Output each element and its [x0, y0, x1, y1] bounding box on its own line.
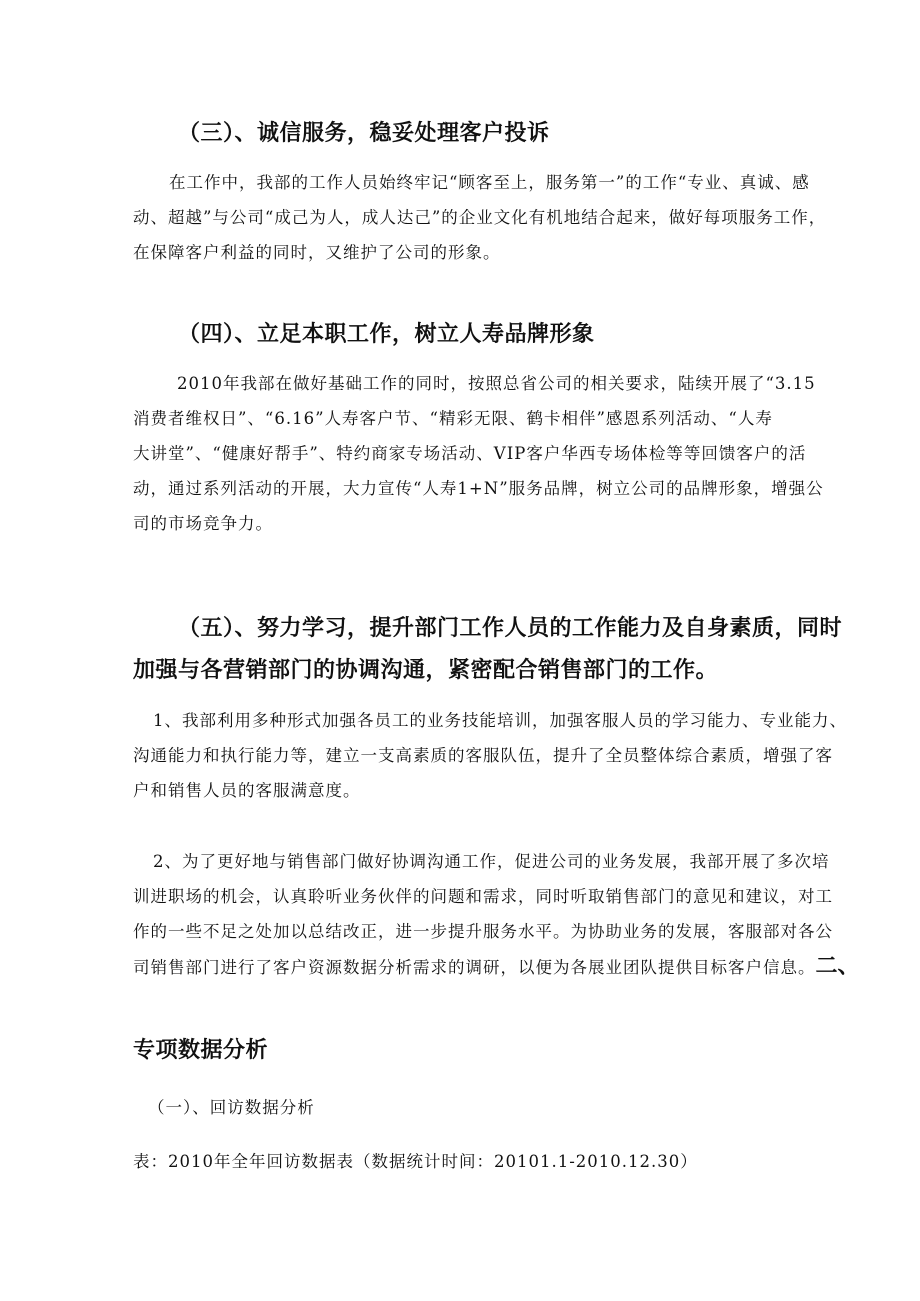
- subheading-text: （一）、回访数据分析: [148, 1098, 315, 1117]
- section-4-heading: （四）、立足本职工作，树立人寿品牌形象: [178, 322, 595, 347]
- paragraph-line: [133, 949, 860, 984]
- part-2-heading-start: 二、: [815, 954, 860, 979]
- section-5-heading: [133, 608, 842, 692]
- paragraph-line: 动、超越”与公司“成己为人，成人达己”的企业文化有机地结合起来，做好每项服务工作，: [133, 208, 827, 227]
- paragraph-text: 司销售部门进行了客户资源数据分析需求的调研，以便为各展业团队提供目标客户信息。: [133, 958, 816, 977]
- paragraph-line: 2、为了更好地与销售部门做好协调沟通工作，促进公司的业务发展，我部开展了多次培: [153, 852, 830, 871]
- section-4-body: [133, 366, 824, 541]
- paragraph-line: 作的一些不足之处加以总结改正，进一步提升服务水平。为协助业务的发展，客服部对各公: [133, 922, 833, 941]
- paragraph-line: 司的市场竞争力。: [133, 514, 273, 533]
- item-1-body: [133, 703, 847, 808]
- section-3-body: [133, 165, 826, 270]
- caption-text: 表：2010年全年回访数据表（数据统计时间：20101.1-2010.12.30）: [133, 1152, 698, 1171]
- paragraph-line: 在工作中，我部的工作人员始终牢记“顾客至上，服务第一”的工作“专业、真诚、感: [169, 173, 810, 192]
- paragraph-line: 消费者维权日”、“6.16”人寿客户节、“精彩无限、鹤卡相伴”感恩系列活动、“人寿: [133, 409, 773, 428]
- heading-line: （五）、努力学习，提升部门工作人员的工作能力及自身素质，同时: [178, 616, 843, 641]
- table-caption: [133, 1144, 698, 1179]
- part-2-heading: 专项数据分析: [133, 1038, 269, 1063]
- section-3-heading: （三）、诚信服务，稳妥处理客户投诉: [178, 121, 550, 146]
- item-2-body: [133, 844, 860, 984]
- subheading-revisit-analysis: [148, 1090, 315, 1125]
- paragraph-line: 1、我部利用多种形式加强各员工的业务技能培训，加强客服人员的学习能力、专业能力、: [153, 711, 847, 730]
- paragraph-line: 2010年我部在做好基础工作的同时，按照总省公司的相关要求，陆续开展了“3.15: [177, 374, 816, 393]
- paragraph-line: 户和销售人员的客服满意度。: [133, 781, 361, 800]
- paragraph-line: 沟通能力和执行能力等，建立一支高素质的客服队伍，提升了全员整体综合素质，增强了客: [133, 746, 833, 765]
- paragraph-line: 在保障客户利益的同时，又维护了公司的形象。: [133, 243, 501, 262]
- paragraph-line: 训进职场的机会，认真聆听业务伙伴的问题和需求，同时听取销售部门的意见和建议，对工: [133, 887, 833, 906]
- paragraph-line: 大讲堂”、“健康好帮手”、特约商家专场活动、VIP客户华西专场体检等等回馈客户的活: [133, 444, 807, 463]
- heading-line: 加强与各营销部门的协调沟通，紧密配合销售部门的工作。: [133, 658, 719, 683]
- paragraph-line: 动，通过系列活动的开展，大力宣传“人寿1+N”服务品牌，树立公司的品牌形象，增强公: [133, 479, 824, 498]
